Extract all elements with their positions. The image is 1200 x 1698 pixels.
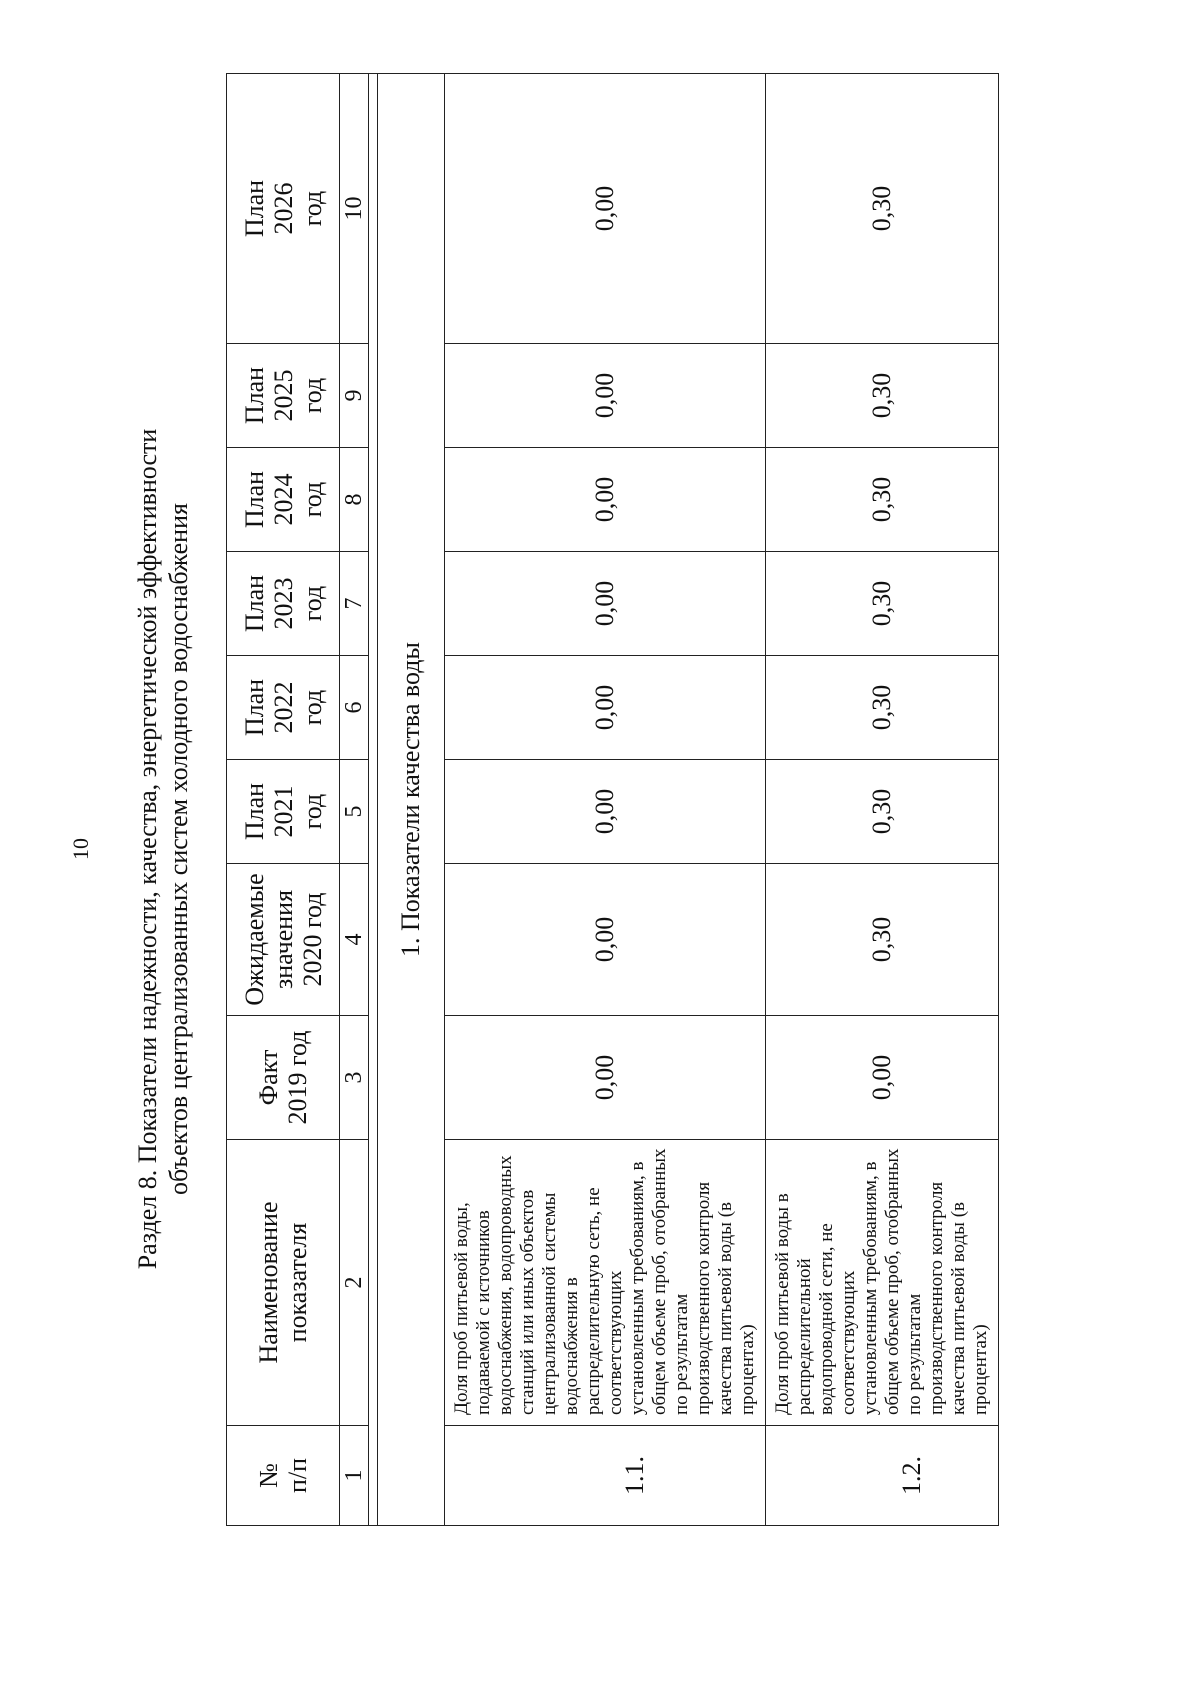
header-line: год (297, 377, 327, 414)
header-line: Факт (254, 1049, 283, 1106)
row-number-cell (766, 1426, 999, 1526)
column-header-plan-2022 (227, 656, 340, 760)
column-number: 7 (340, 552, 369, 656)
column-number: 9 (340, 344, 369, 448)
column-header-expected-2020 (227, 864, 340, 1016)
value-cell: 0,30 (766, 552, 999, 656)
value-cell: 0,30 (766, 344, 999, 448)
header-line: значения (268, 889, 298, 990)
indicators-table (226, 73, 999, 1526)
column-header-fact-2019 (227, 1016, 340, 1140)
indicator-name-cell (445, 1140, 766, 1426)
header-line: План (239, 782, 269, 841)
section-heading (132, 0, 194, 1698)
header-line: п/п (283, 1457, 312, 1494)
header-line: План (239, 366, 269, 425)
page-number: 10 (68, 838, 93, 860)
value-cell: 0,30 (766, 74, 999, 344)
column-number: 10 (340, 74, 369, 344)
value-cell: 0,00 (445, 344, 766, 448)
header-row (227, 74, 340, 1526)
table-row (445, 74, 766, 1526)
column-header-number (227, 1426, 340, 1526)
column-number: 8 (340, 448, 369, 552)
value-cell: 0,00 (445, 760, 766, 864)
value-cell: 0,30 (766, 656, 999, 760)
section-title-text: 1. Показатели качества воды (396, 642, 425, 957)
value-cell: 0,00 (445, 552, 766, 656)
header-line: 2020 год (297, 892, 327, 987)
column-header-indicator-name (227, 1140, 340, 1426)
header-line: 2021 (268, 785, 298, 838)
row-number: 1.1. (620, 1456, 649, 1495)
column-header-plan-2023 (227, 552, 340, 656)
header-line: 2026 (268, 182, 298, 235)
header-line: 2023 (268, 577, 298, 630)
indicator-name-cell (766, 1140, 999, 1426)
row-number-cell (445, 1426, 766, 1526)
value-cell: 0,00 (445, 74, 766, 344)
indicator-name: Доля проб питьевой воды в распределительной водопроводной сети, не соответствующих установленным требованиям, в общем объеме проб, отобранных по результатам производственного контроля качества питьевой воды (в процентах) (772, 1148, 991, 1415)
header-line: Наименование показателя (254, 1201, 312, 1364)
value-cell: 0,30 (766, 760, 999, 864)
column-number: 2 (340, 1140, 369, 1426)
header-line: План (239, 678, 269, 737)
section-row (378, 74, 445, 1526)
row-number: 1.2. (897, 1456, 926, 1495)
header-line: год (297, 585, 327, 622)
header-line: 2019 год (283, 1030, 312, 1125)
header-line: № (254, 1463, 283, 1488)
column-number-row (340, 74, 369, 1526)
header-line: 2024 (268, 473, 298, 526)
header-line: год (297, 481, 327, 518)
header-line: 2022 (268, 681, 298, 734)
header-line: Ожидаемые (239, 873, 269, 1006)
value-cell: 0,30 (766, 864, 999, 1016)
column-number: 4 (340, 864, 369, 1016)
header-line: 2025 (268, 369, 298, 422)
indicator-name: Доля проб питьевой воды, подаваемой с источников водоснабжения, водопроводных станций или иных объектов централизованной системы водоснабжения в распределительную сеть, не соответствующих установленным требованиям, в общем объеме проб, отобранных по результатам производственного контроля качества питьевой воды (в процентах) (451, 1148, 758, 1415)
header-line: План (239, 179, 269, 238)
column-number: 3 (340, 1016, 369, 1140)
heading-line-1: Раздел 8. Показатели надежности, качества, энергетической эффективности (133, 428, 162, 1270)
column-number: 6 (340, 656, 369, 760)
value-cell: 0,00 (445, 864, 766, 1016)
column-number: 1 (340, 1426, 369, 1526)
separator-cell (369, 74, 378, 1526)
header-line: План (239, 470, 269, 529)
column-header-plan-2024 (227, 448, 340, 552)
value-cell: 0,00 (445, 448, 766, 552)
column-header-plan-2026 (227, 74, 340, 344)
header-line: год (297, 689, 327, 726)
header-line: год (297, 190, 327, 227)
heading-line-2: объектов централизованных систем холодного водоснабжения (164, 503, 193, 1195)
header-line: год (297, 793, 327, 830)
column-number: 5 (340, 760, 369, 864)
header-line: План (239, 574, 269, 633)
value-cell: 0,30 (766, 448, 999, 552)
table-row (766, 74, 999, 1526)
value-cell: 0,00 (445, 1016, 766, 1140)
column-header-plan-2021 (227, 760, 340, 864)
value-cell: 0,00 (766, 1016, 999, 1140)
section-title (378, 74, 445, 1526)
column-header-plan-2025 (227, 344, 340, 448)
separator-row (369, 74, 378, 1526)
value-cell: 0,00 (445, 656, 766, 760)
